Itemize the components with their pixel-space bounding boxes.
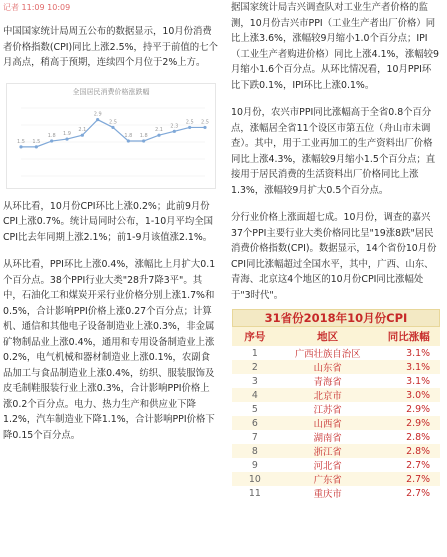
rank-cell: 11 bbox=[232, 486, 278, 500]
data-point bbox=[188, 125, 191, 128]
rank-cell: 5 bbox=[232, 402, 278, 416]
table-row bbox=[232, 430, 440, 444]
data-point bbox=[50, 139, 53, 142]
region-cell: 北京市 bbox=[278, 388, 378, 402]
table-row bbox=[232, 374, 440, 388]
table-row bbox=[232, 360, 440, 374]
data-label: 2.9 bbox=[93, 111, 102, 118]
right-column bbox=[228, 0, 444, 500]
data-point bbox=[157, 133, 160, 136]
region-cell: 山东省 bbox=[278, 360, 378, 374]
header-rate: 同比涨幅 bbox=[378, 327, 440, 346]
data-point bbox=[173, 129, 176, 132]
rate-cell: 2.9% bbox=[378, 402, 440, 416]
rate-cell: 3.1% bbox=[378, 346, 440, 360]
data-point bbox=[127, 139, 130, 142]
data-label: 1.8 bbox=[47, 132, 56, 139]
header-region: 地区 bbox=[278, 327, 378, 346]
table-title: 31省份2018年10月份CPI bbox=[232, 309, 440, 327]
table-row bbox=[232, 346, 440, 360]
table-row bbox=[232, 402, 440, 416]
table-row bbox=[232, 458, 440, 472]
region-cell: 浙江省 bbox=[278, 444, 378, 458]
rate-cell: 2.7% bbox=[378, 472, 440, 486]
paragraph-cpi-intro: 中国国家统计局周五公布的数据显示，10月份消费者价格指数(CPI)同比上涨2.5%，持平于前值的七个月高点，稍高于预期，连续四个月位于2%上方。 bbox=[3, 26, 218, 68]
region-cell: 河北省 bbox=[278, 458, 378, 472]
data-point bbox=[142, 139, 145, 142]
rate-cell: 2.7% bbox=[378, 458, 440, 472]
rate-cell: 3.1% bbox=[378, 374, 440, 388]
region-cell: 山西省 bbox=[278, 416, 378, 430]
data-point bbox=[19, 145, 22, 148]
region-cell: 青海省 bbox=[278, 374, 378, 388]
rate-cell: 2.8% bbox=[378, 444, 440, 458]
region-cell: 广西壮族自治区 bbox=[278, 346, 378, 360]
paragraph-jiaxing-ppi: 据国家统计局吉兴调查队对工业生产者价格的监测，10月份吉兴市PPI（工业生产者出厂价格）同比上涨3.6%，涨幅较9月缩小1.0个百分点；IPI（工业生产者购进价格）同比上涨4.1%，涨幅较9月缩小1.6个百分点。从环比情况看，10月PPI环比下跌0.1%，IPI环比上涨0.1%。 bbox=[231, 2, 439, 91]
rank-cell: 10 bbox=[232, 472, 278, 486]
data-label: 1.9 bbox=[63, 130, 71, 137]
region-cell: 湖南省 bbox=[278, 430, 378, 444]
table-row bbox=[232, 472, 440, 486]
cpi-chart bbox=[6, 83, 216, 189]
paragraph-industry-cpi: 分行业价格上涨面超七成。10月份，调查的嘉兴37个PPI主要行业大类价格同比呈"19涨8跌"居民消费价格指数(CPI)。数据显示，14个省份10月份CPI同比涨幅超过全国水平，其中，广西、山东、青海、北京这4个地区的10月份CPI同比涨幅处于"3时代"。 bbox=[231, 212, 437, 301]
data-point bbox=[96, 118, 99, 121]
data-label: 2.1 bbox=[155, 126, 163, 133]
rank-cell: 8 bbox=[232, 444, 278, 458]
region-cell: 重庆市 bbox=[278, 486, 378, 500]
left-column bbox=[0, 0, 222, 443]
rank-cell: 3 bbox=[232, 374, 278, 388]
data-label: 2.1 bbox=[78, 126, 87, 133]
paragraph-ppi-industry: 从环比看，PPI环比上涨0.4%，涨幅比上月扩大0.1个百分点。38个PPI行业大类"28升7降3平"。其中，石油化工和煤炭开采行业价格分别上涨1.7%和0.5%，合计影响PPI价格上涨0.27个百分点；计算机、通信和其他电子设备制造业上涨0.3%，非金属矿物制品业上涨0.4%，通用和专用设备制造业上涨0.2%，电气机械和器材制造业上涨0.1%，农副食品加工与食品制造业上涨0.4%，纺织、服装服饰及皮毛制鞋服装行业上涨0.3%，合计影响PPI价格上涨0.2个百分点。电力、热力生产和供应业下降1.2%，汽车制造业下降1.1%，合计影响PPI价格下降0.15个百分点。 bbox=[3, 259, 216, 441]
article-meta: 记者 11:09 10:09 bbox=[3, 3, 71, 12]
data-point bbox=[203, 125, 206, 128]
table-row bbox=[232, 388, 440, 402]
cpi-table bbox=[232, 327, 440, 500]
data-label: 2.3 bbox=[170, 122, 179, 129]
rate-cell: 2.7% bbox=[378, 486, 440, 500]
rate-cell: 2.9% bbox=[378, 416, 440, 430]
rank-cell: 9 bbox=[232, 458, 278, 472]
data-label: 2.5 bbox=[201, 118, 209, 125]
data-point bbox=[65, 137, 68, 140]
rank-cell: 7 bbox=[232, 430, 278, 444]
rank-cell: 6 bbox=[232, 416, 278, 430]
rate-cell: 3.0% bbox=[378, 388, 440, 402]
paragraph-cpi-monthly: 从环比看，10月份CPI环比上涨0.2%；此前9月份CPI上涨0.7%。统计局同时公布，1-10月平均全国CPI比去年同期上涨2.1%；前1-9月该值涨2.1%。 bbox=[3, 200, 214, 243]
table-row bbox=[232, 444, 440, 458]
data-label: 1.5 bbox=[17, 138, 25, 145]
data-label: 2.5 bbox=[185, 118, 194, 125]
data-label: 2.5 bbox=[109, 118, 117, 125]
data-point bbox=[111, 125, 114, 128]
rank-cell: 4 bbox=[232, 388, 278, 402]
table-row bbox=[232, 416, 440, 430]
data-label: 1.8 bbox=[124, 132, 133, 139]
rate-cell: 2.8% bbox=[378, 430, 440, 444]
data-label: 1.8 bbox=[139, 132, 148, 139]
rank-cell: 1 bbox=[232, 346, 278, 360]
cpi-table-container bbox=[228, 309, 444, 500]
chart-title: 全国居民消费价格涨跌幅 bbox=[72, 87, 150, 96]
data-point bbox=[35, 145, 38, 148]
rank-cell: 2 bbox=[232, 360, 278, 374]
data-label: 1.5 bbox=[32, 138, 41, 145]
paragraph-jiaxing-detail: 10月份，农兴市PPI同比涨幅高于全省0.8个百分点，涨幅居全省11个设区市第五位（舟山市未调查）。其中，用于工业再加工的生产资料出厂价格同比上涨4.3%，涨幅较9月缩小1.5个百分点；直接用于居民消费的生活资料出厂价格同比上涨1.3%，涨幅较9月扩大0.5个百分点。 bbox=[231, 107, 436, 196]
cpi-line-chart bbox=[7, 84, 215, 188]
data-point bbox=[81, 133, 84, 136]
rate-cell: 3.1% bbox=[378, 360, 440, 374]
region-cell: 江苏省 bbox=[278, 402, 378, 416]
region-cell: 广东省 bbox=[278, 472, 378, 486]
table-header-row bbox=[232, 327, 440, 346]
table-row bbox=[232, 486, 440, 500]
header-rank: 序号 bbox=[232, 327, 278, 346]
